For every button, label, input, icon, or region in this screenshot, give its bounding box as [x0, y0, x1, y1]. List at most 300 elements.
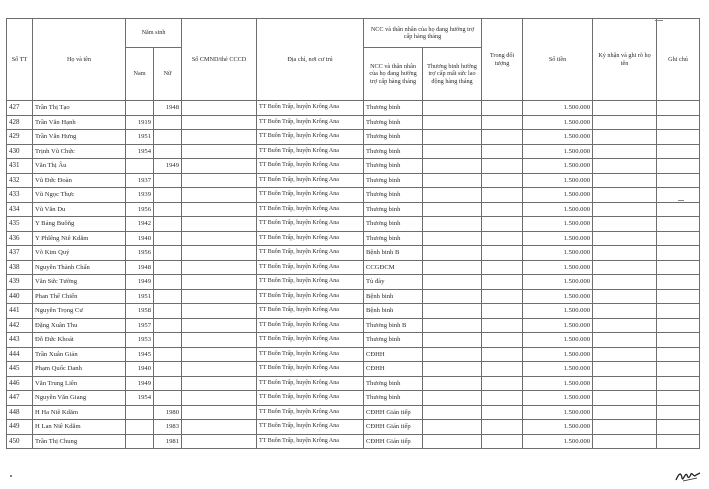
- table-row: [7, 115, 700, 130]
- beneficiary-table: [6, 18, 700, 449]
- cell-stt: 437: [7, 246, 33, 261]
- cell-target: [482, 304, 523, 319]
- cell-birth-male: 1953: [126, 333, 154, 348]
- cell-amount: 1.500.000: [523, 376, 593, 391]
- cell-target: [482, 217, 523, 232]
- cell-amount: 1.500.000: [523, 101, 593, 116]
- cell-birth-female: [154, 188, 182, 203]
- cell-name: Trần Thị Chung: [33, 434, 126, 449]
- table-row: [7, 217, 700, 232]
- table-row: [7, 391, 700, 406]
- cell-id: [182, 260, 257, 275]
- cell-target: [482, 173, 523, 188]
- cell-birth-female: [154, 115, 182, 130]
- cell-target: [482, 289, 523, 304]
- cell-id: [182, 333, 257, 348]
- cell-birth-female: [154, 362, 182, 377]
- cell-note: [657, 101, 700, 116]
- cell-signature: [593, 275, 657, 290]
- cell-target: [482, 159, 523, 174]
- cell-note: [657, 333, 700, 348]
- cell-name: Trần Văn Hưng: [33, 130, 126, 145]
- cell-address: TT Buôn Trấp, huyện Krông Ana: [257, 217, 364, 232]
- cell-ncc-mld: [423, 318, 482, 333]
- cell-target: [482, 101, 523, 116]
- table-row: [7, 101, 700, 116]
- cell-stt: 433: [7, 188, 33, 203]
- cell-ncc-mld: [423, 420, 482, 435]
- cell-birth-male: [126, 101, 154, 116]
- cell-address: TT Buôn Trấp, huyện Krông Ana: [257, 347, 364, 362]
- cell-ncc-mld: [423, 304, 482, 319]
- cell-name: Đỗ Đức Khoát: [33, 333, 126, 348]
- cell-name: Trịnh Vũ Chức: [33, 144, 126, 159]
- cell-note: [657, 144, 700, 159]
- cell-amount: 1.500.000: [523, 434, 593, 449]
- cell-birth-male: [126, 434, 154, 449]
- cell-ncc-mld: [423, 188, 482, 203]
- cell-ncc-mld: [423, 260, 482, 275]
- cell-target: [482, 188, 523, 203]
- cell-id: [182, 144, 257, 159]
- cell-birth-male: 1954: [126, 391, 154, 406]
- cell-note: [657, 159, 700, 174]
- cell-birth-male: 1956: [126, 202, 154, 217]
- cell-amount: 1.500.000: [523, 304, 593, 319]
- table-row: [7, 130, 700, 145]
- cell-id: [182, 231, 257, 246]
- cell-ncc: Thương binh: [364, 130, 423, 145]
- cell-name: Vũ Ngọc Thực: [33, 188, 126, 203]
- cell-id: [182, 391, 257, 406]
- cell-amount: 1.500.000: [523, 289, 593, 304]
- header-signature: Ký nhận và ghi rõ họ tên: [593, 19, 657, 101]
- cell-amount: 1.500.000: [523, 318, 593, 333]
- cell-id: [182, 405, 257, 420]
- cell-address: TT Buôn Trấp, huyện Krông Ana: [257, 159, 364, 174]
- cell-birth-male: 1939: [126, 188, 154, 203]
- cell-signature: [593, 391, 657, 406]
- cell-target: [482, 391, 523, 406]
- cell-amount: 1.500.000: [523, 391, 593, 406]
- table-row: [7, 144, 700, 159]
- cell-birth-male: 1940: [126, 362, 154, 377]
- header-female: Nữ: [154, 48, 182, 101]
- table-row: [7, 405, 700, 420]
- table-row: [7, 304, 700, 319]
- cell-name: Nguyễn Trọng Cư: [33, 304, 126, 319]
- cell-ncc-mld: [423, 202, 482, 217]
- header-ncc-group: NCC và thân nhân của họ đang hưởng trợ cấp hàng tháng: [364, 19, 482, 48]
- cell-address: TT Buôn Trấp, huyện Krông Ana: [257, 144, 364, 159]
- cell-birth-male: 1937: [126, 173, 154, 188]
- cell-id: [182, 130, 257, 145]
- cell-stt: 441: [7, 304, 33, 319]
- cell-ncc: Bệnh binh: [364, 304, 423, 319]
- cell-address: TT Buôn Trấp, huyện Krông Ana: [257, 318, 364, 333]
- cell-birth-female: [154, 231, 182, 246]
- cell-target: [482, 231, 523, 246]
- table-row: [7, 275, 700, 290]
- cell-note: [657, 246, 700, 261]
- cell-name: H Lan Niê Kdăm: [33, 420, 126, 435]
- cell-id: [182, 217, 257, 232]
- cell-name: Y Phlêng Niê Kdăm: [33, 231, 126, 246]
- cell-signature: [593, 347, 657, 362]
- cell-name: Võ Kim Quý: [33, 246, 126, 261]
- cell-ncc-mld: [423, 144, 482, 159]
- cell-address: TT Buôn Trấp, huyện Krông Ana: [257, 115, 364, 130]
- cell-stt: 431: [7, 159, 33, 174]
- table-row: [7, 318, 700, 333]
- cell-stt: 449: [7, 420, 33, 435]
- cell-ncc-mld: [423, 275, 482, 290]
- cell-target: [482, 318, 523, 333]
- scan-mark: [678, 200, 684, 201]
- cell-birth-female: [154, 289, 182, 304]
- cell-name: Văn Thị Âu: [33, 159, 126, 174]
- cell-target: [482, 362, 523, 377]
- cell-birth-female: 1980: [154, 405, 182, 420]
- cell-birth-female: 1983: [154, 420, 182, 435]
- cell-amount: 1.500.000: [523, 405, 593, 420]
- cell-name: Y Bảng Buôňg: [33, 217, 126, 232]
- cell-target: [482, 130, 523, 145]
- cell-note: [657, 391, 700, 406]
- cell-birth-female: [154, 217, 182, 232]
- cell-birth-male: [126, 405, 154, 420]
- cell-address: TT Buôn Trấp, huyện Krông Ana: [257, 289, 364, 304]
- cell-birth-female: [154, 246, 182, 261]
- cell-ncc: Thương binh: [364, 333, 423, 348]
- cell-address: TT Buôn Trấp, huyện Krông Ana: [257, 130, 364, 145]
- cell-stt: 428: [7, 115, 33, 130]
- cell-address: TT Buôn Trấp, huyện Krông Ana: [257, 391, 364, 406]
- cell-stt: 450: [7, 434, 33, 449]
- cell-signature: [593, 231, 657, 246]
- cell-stt: 445: [7, 362, 33, 377]
- cell-birth-female: [154, 333, 182, 348]
- cell-amount: 1.500.000: [523, 260, 593, 275]
- cell-note: [657, 173, 700, 188]
- cell-stt: 438: [7, 260, 33, 275]
- cell-signature: [593, 376, 657, 391]
- cell-target: [482, 376, 523, 391]
- cell-name: Nguyễn Văn Giang: [33, 391, 126, 406]
- cell-ncc: CĐHH Gián tiếp: [364, 420, 423, 435]
- cell-birth-male: 1945: [126, 347, 154, 362]
- table-row: [7, 362, 700, 377]
- cell-target: [482, 144, 523, 159]
- cell-birth-male: 1919: [126, 115, 154, 130]
- cell-target: [482, 202, 523, 217]
- cell-signature: [593, 260, 657, 275]
- cell-ncc: CĐHH: [364, 347, 423, 362]
- header-note: Ghi chú: [657, 19, 700, 101]
- cell-birth-male: 1951: [126, 289, 154, 304]
- cell-address: TT Buôn Trấp, huyện Krông Ana: [257, 333, 364, 348]
- cell-stt: 442: [7, 318, 33, 333]
- cell-id: [182, 318, 257, 333]
- cell-birth-male: 1958: [126, 304, 154, 319]
- cell-name: Trần Thị Tạo: [33, 101, 126, 116]
- cell-stt: 432: [7, 173, 33, 188]
- cell-ncc: CCGĐCM: [364, 260, 423, 275]
- cell-target: [482, 434, 523, 449]
- cell-name: Trần Văn Hạnh: [33, 115, 126, 130]
- cell-target: [482, 115, 523, 130]
- cell-name: Đặng Xuân Thu: [33, 318, 126, 333]
- cell-stt: 446: [7, 376, 33, 391]
- cell-stt: 444: [7, 347, 33, 362]
- cell-note: [657, 318, 700, 333]
- cell-ncc-mld: [423, 101, 482, 116]
- cell-note: [657, 289, 700, 304]
- cell-birth-male: 1949: [126, 275, 154, 290]
- cell-address: TT Buôn Trấp, huyện Krông Ana: [257, 260, 364, 275]
- scan-dot: [10, 475, 12, 477]
- cell-amount: 1.500.000: [523, 188, 593, 203]
- cell-signature: [593, 289, 657, 304]
- cell-id: [182, 202, 257, 217]
- cell-name: Văn Sức Tường: [33, 275, 126, 290]
- cell-ncc-mld: [423, 376, 482, 391]
- cell-signature: [593, 318, 657, 333]
- cell-stt: 440: [7, 289, 33, 304]
- cell-amount: 1.500.000: [523, 420, 593, 435]
- cell-target: [482, 275, 523, 290]
- cell-amount: 1.500.000: [523, 231, 593, 246]
- cell-amount: 1.500.000: [523, 362, 593, 377]
- cell-ncc-mld: [423, 405, 482, 420]
- cell-birth-female: [154, 130, 182, 145]
- cell-ncc-mld: [423, 391, 482, 406]
- header-ncc-sub2: Thương binh hưởng trợ cấp mất sức lao động hàng tháng: [423, 48, 482, 101]
- cell-amount: 1.500.000: [523, 333, 593, 348]
- cell-birth-male: 1957: [126, 318, 154, 333]
- cell-ncc: Bệnh binh: [364, 289, 423, 304]
- cell-address: TT Buôn Trấp, huyện Krông Ana: [257, 246, 364, 261]
- cell-birth-female: [154, 376, 182, 391]
- cell-target: [482, 420, 523, 435]
- cell-signature: [593, 101, 657, 116]
- cell-amount: 1.500.000: [523, 144, 593, 159]
- cell-note: [657, 260, 700, 275]
- cell-name: Vũ Đức Đoàn: [33, 173, 126, 188]
- cell-ncc-mld: [423, 246, 482, 261]
- cell-birth-female: 1949: [154, 159, 182, 174]
- cell-name: Nguyễn Thành Chấn: [33, 260, 126, 275]
- cell-address: TT Buôn Trấp, huyện Krông Ana: [257, 362, 364, 377]
- cell-target: [482, 347, 523, 362]
- header-target: Trong đối tượng: [482, 19, 523, 101]
- scan-mark: [655, 20, 663, 21]
- cell-ncc-mld: [423, 159, 482, 174]
- cell-id: [182, 420, 257, 435]
- cell-signature: [593, 130, 657, 145]
- cell-id: [182, 304, 257, 319]
- cell-signature: [593, 188, 657, 203]
- document-sheet: [6, 18, 699, 449]
- cell-ncc: Thương binh: [364, 115, 423, 130]
- cell-stt: 436: [7, 231, 33, 246]
- cell-id: [182, 289, 257, 304]
- cell-ncc: Thương binh: [364, 159, 423, 174]
- cell-name: H Ha Niê Kdăm: [33, 405, 126, 420]
- cell-address: TT Buôn Trấp, huyện Krông Ana: [257, 275, 364, 290]
- cell-note: [657, 130, 700, 145]
- cell-note: [657, 434, 700, 449]
- table-row: [7, 246, 700, 261]
- cell-ncc: Thương binh B: [364, 318, 423, 333]
- cell-birth-female: [154, 318, 182, 333]
- cell-birth-female: [154, 173, 182, 188]
- cell-amount: 1.500.000: [523, 347, 593, 362]
- cell-signature: [593, 159, 657, 174]
- cell-target: [482, 246, 523, 261]
- cell-target: [482, 260, 523, 275]
- table-row: [7, 260, 700, 275]
- cell-birth-male: 1940: [126, 231, 154, 246]
- cell-birth-male: 1949: [126, 376, 154, 391]
- cell-id: [182, 173, 257, 188]
- table-row: [7, 289, 700, 304]
- cell-id: [182, 347, 257, 362]
- cell-id: [182, 434, 257, 449]
- cell-stt: 439: [7, 275, 33, 290]
- cell-name: Văn Trung Liên: [33, 376, 126, 391]
- table-row: [7, 333, 700, 348]
- cell-birth-male: 1956: [126, 246, 154, 261]
- cell-birth-male: 1951: [126, 130, 154, 145]
- cell-ncc: Thương binh: [364, 217, 423, 232]
- cell-id: [182, 101, 257, 116]
- cell-address: TT Buôn Trấp, huyện Krông Ana: [257, 188, 364, 203]
- cell-address: TT Buôn Trấp, huyện Krông Ana: [257, 304, 364, 319]
- cell-ncc-mld: [423, 362, 482, 377]
- cell-signature: [593, 434, 657, 449]
- cell-birth-female: [154, 304, 182, 319]
- cell-ncc: Thương binh: [364, 202, 423, 217]
- cell-note: [657, 275, 700, 290]
- cell-stt: 443: [7, 333, 33, 348]
- table-row: [7, 202, 700, 217]
- cell-ncc-mld: [423, 434, 482, 449]
- table-row: [7, 159, 700, 174]
- table-row: [7, 173, 700, 188]
- cell-id: [182, 115, 257, 130]
- cell-signature: [593, 333, 657, 348]
- cell-amount: 1.500.000: [523, 246, 593, 261]
- cell-birth-female: [154, 391, 182, 406]
- cell-stt: 427: [7, 101, 33, 116]
- cell-ncc: Thương binh: [364, 376, 423, 391]
- cell-signature: [593, 304, 657, 319]
- cell-stt: 429: [7, 130, 33, 145]
- cell-stt: 434: [7, 202, 33, 217]
- table-row: [7, 231, 700, 246]
- cell-signature: [593, 173, 657, 188]
- cell-signature: [593, 246, 657, 261]
- cell-id: [182, 159, 257, 174]
- cell-ncc: Thương binh: [364, 101, 423, 116]
- table-header: [7, 19, 700, 101]
- cell-stt: 430: [7, 144, 33, 159]
- cell-note: [657, 304, 700, 319]
- cell-id: [182, 246, 257, 261]
- cell-note: [657, 115, 700, 130]
- cell-birth-male: [126, 420, 154, 435]
- cell-birth-male: 1954: [126, 144, 154, 159]
- header-ncc-sub1: NCC và thân nhân của họ đang hưởng trợ cấp hàng tháng: [364, 48, 423, 101]
- cell-amount: 1.500.000: [523, 130, 593, 145]
- cell-birth-male: 1942: [126, 217, 154, 232]
- cell-signature: [593, 144, 657, 159]
- cell-note: [657, 362, 700, 377]
- cell-ncc: Thương binh: [364, 188, 423, 203]
- cell-birth-male: 1948: [126, 260, 154, 275]
- cell-ncc: CĐHH Gián tiếp: [364, 405, 423, 420]
- cell-stt: 447: [7, 391, 33, 406]
- cell-birth-female: [154, 275, 182, 290]
- cell-birth-female: 1948: [154, 101, 182, 116]
- cell-ncc: CĐHH Gián tiếp: [364, 434, 423, 449]
- table-row: [7, 434, 700, 449]
- cell-amount: 1.500.000: [523, 159, 593, 174]
- header-male: Nam: [126, 48, 154, 101]
- cell-ncc: Thương binh: [364, 391, 423, 406]
- cell-note: [657, 376, 700, 391]
- cell-note: [657, 217, 700, 232]
- cell-ncc: CĐHH: [364, 362, 423, 377]
- cell-ncc-mld: [423, 231, 482, 246]
- cell-note: [657, 347, 700, 362]
- cell-address: TT Buôn Trấp, huyện Krông Ana: [257, 376, 364, 391]
- table-row: [7, 376, 700, 391]
- table-body: [7, 101, 700, 449]
- cell-signature: [593, 217, 657, 232]
- cell-id: [182, 188, 257, 203]
- header-birth-year: Năm sinh: [126, 19, 182, 48]
- cell-stt: 448: [7, 405, 33, 420]
- cell-note: [657, 202, 700, 217]
- cell-ncc-mld: [423, 333, 482, 348]
- cell-birth-male: [126, 159, 154, 174]
- cell-birth-female: [154, 347, 182, 362]
- header-stt: Số TT: [7, 19, 33, 101]
- cell-address: TT Buôn Trấp, huyện Krông Ana: [257, 434, 364, 449]
- cell-target: [482, 405, 523, 420]
- cell-ncc-mld: [423, 347, 482, 362]
- cell-address: TT Buôn Trấp, huyện Krông Ana: [257, 101, 364, 116]
- cell-amount: 1.500.000: [523, 115, 593, 130]
- cell-address: TT Buôn Trấp, huyện Krông Ana: [257, 420, 364, 435]
- header-id: Số CMND/thẻ CCCD: [182, 19, 257, 101]
- cell-birth-female: [154, 202, 182, 217]
- cell-amount: 1.500.000: [523, 275, 593, 290]
- cell-ncc: Tù đày: [364, 275, 423, 290]
- cell-ncc-mld: [423, 173, 482, 188]
- cell-target: [482, 333, 523, 348]
- cell-ncc: Thương binh: [364, 231, 423, 246]
- cell-address: TT Buôn Trấp, huyện Krông Ana: [257, 231, 364, 246]
- cell-address: TT Buôn Trấp, huyện Krông Ana: [257, 405, 364, 420]
- cell-signature: [593, 115, 657, 130]
- cell-name: Phan Thế Chiến: [33, 289, 126, 304]
- table-row: [7, 347, 700, 362]
- cell-ncc-mld: [423, 289, 482, 304]
- cell-ncc: Thương binh: [364, 144, 423, 159]
